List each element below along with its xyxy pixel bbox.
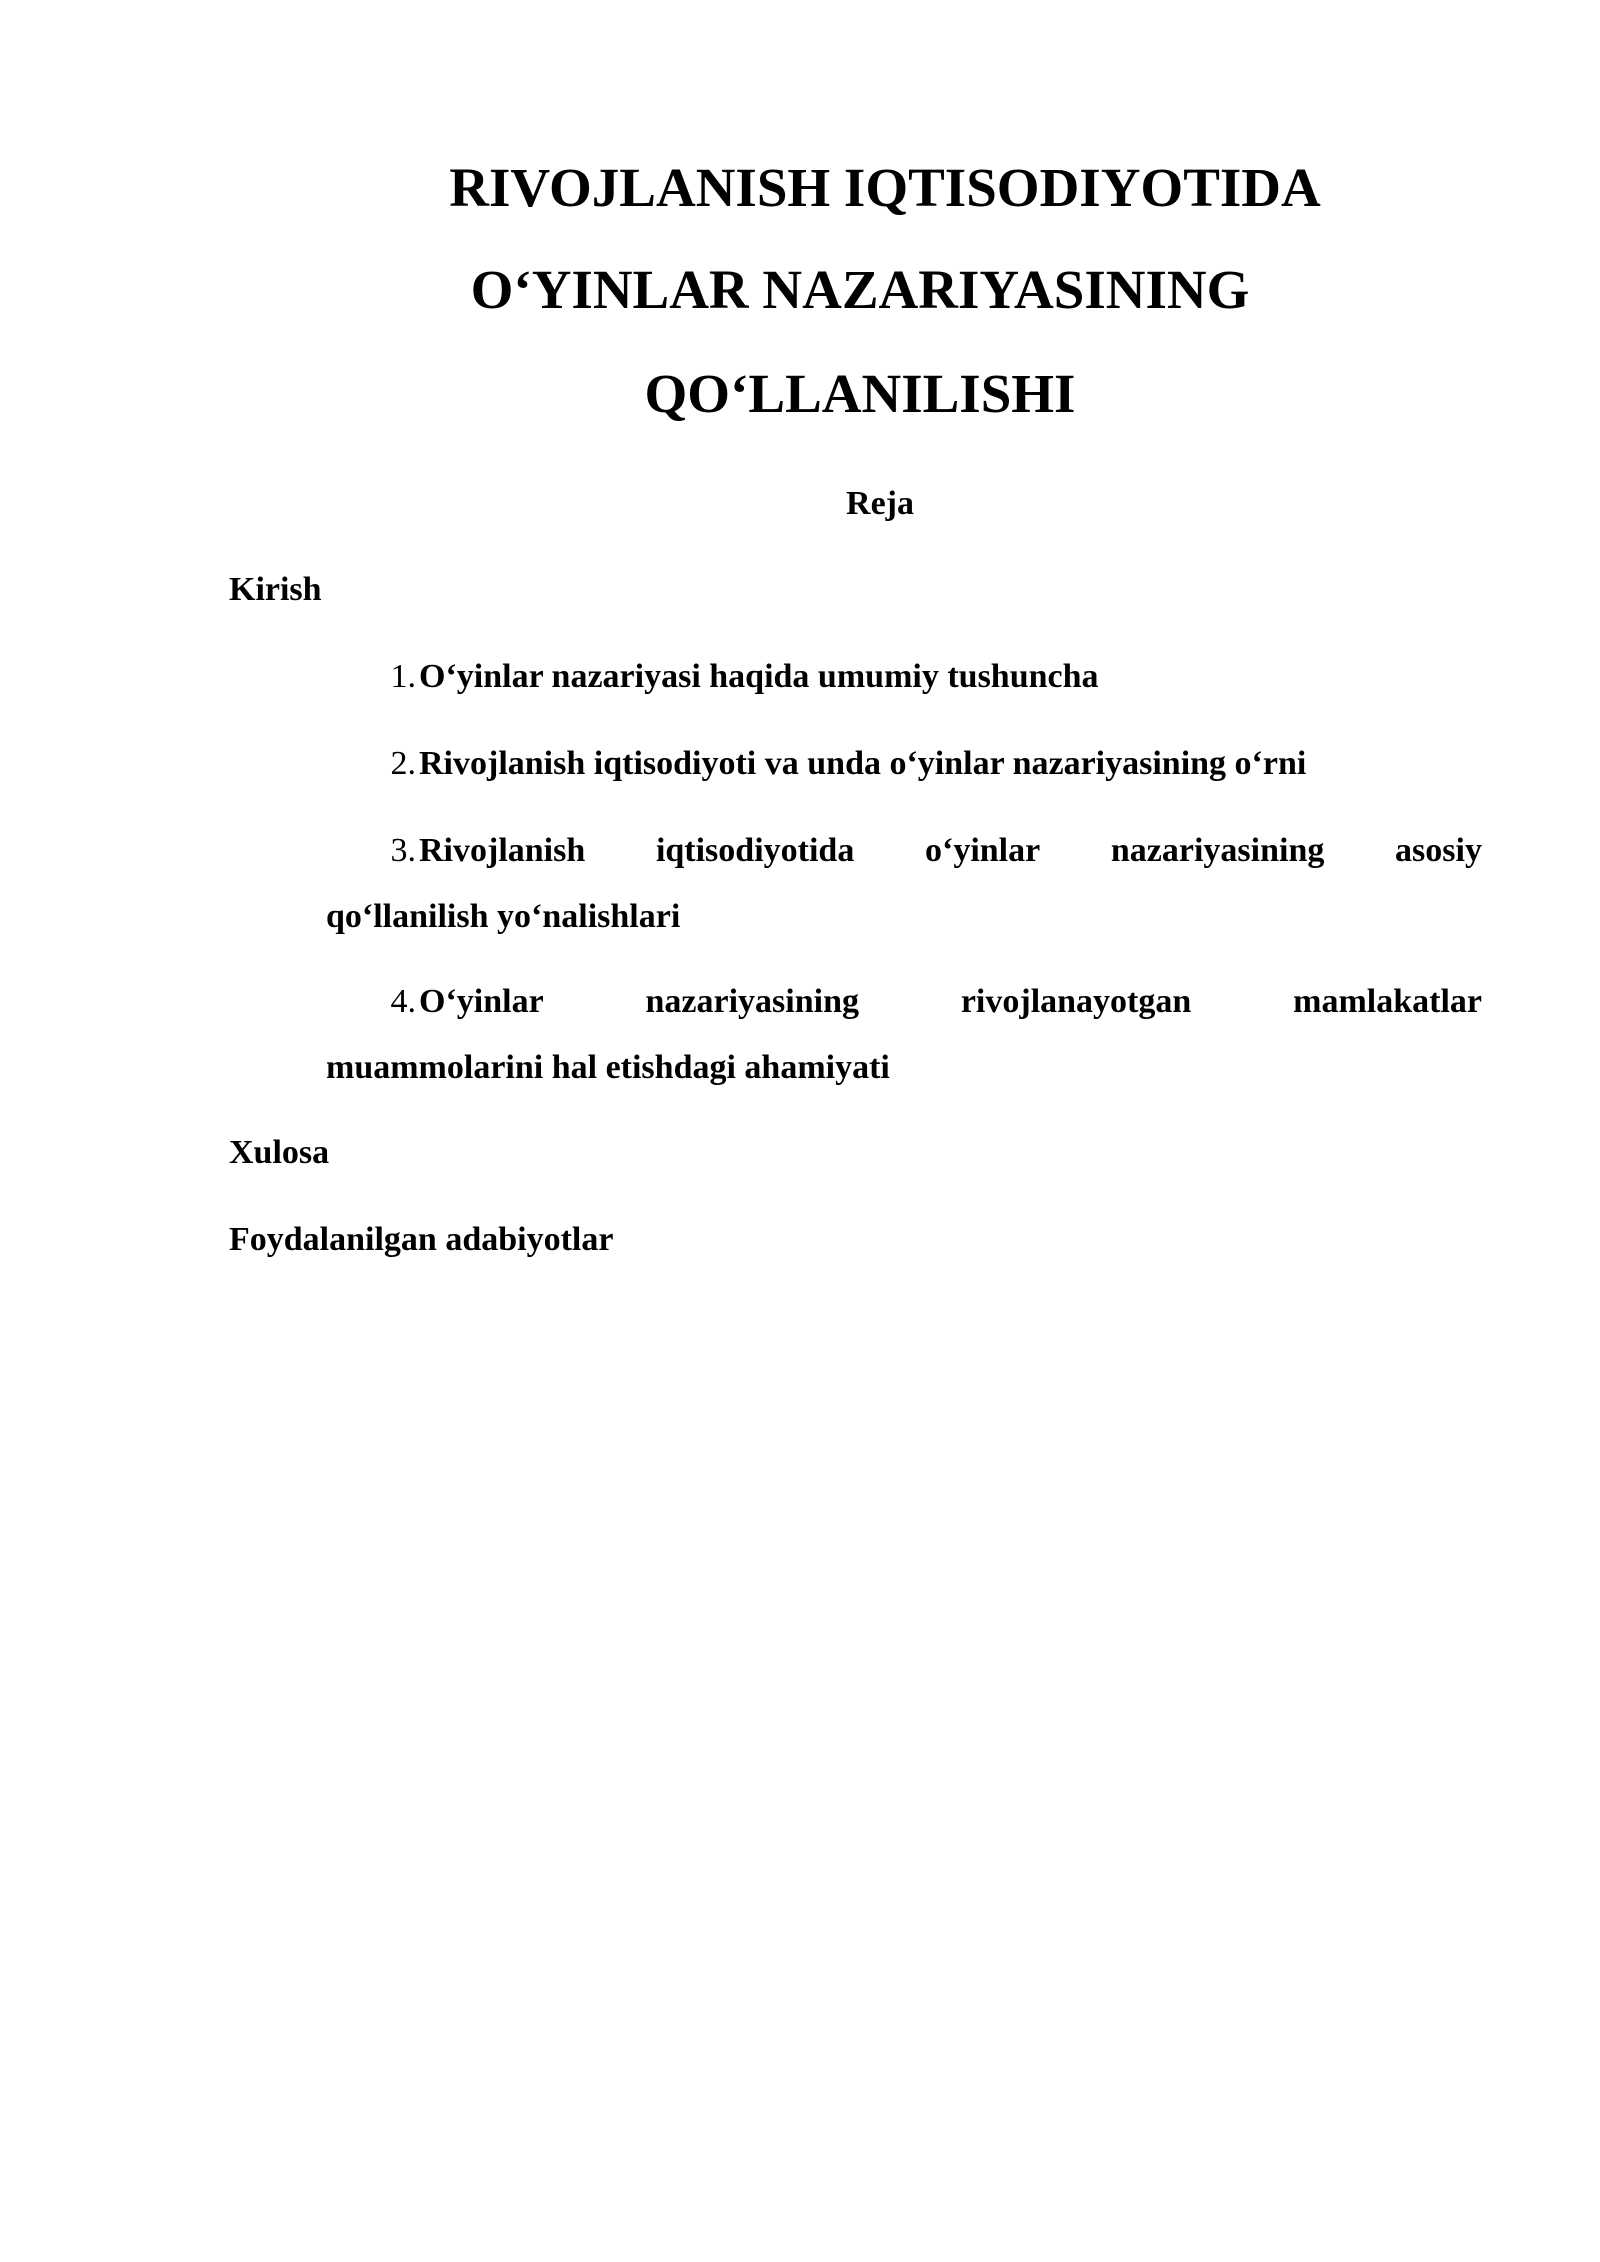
title-line-1: RIVOJLANISH IQTISODIYOTIDA: [449, 157, 1321, 218]
plan-item-label: O‘yinlar nazariyasi haqida umumiy tushuncha: [419, 658, 1099, 695]
plan-item-2: [326, 731, 1488, 797]
plan-item-3: [326, 818, 1488, 950]
plan-item-word: Rivojlanish: [419, 832, 586, 869]
plan-item-word: nazariyasining: [645, 983, 859, 1020]
plan-item-word: mamlakatlar: [1293, 983, 1482, 1020]
section-intro: Kirish: [229, 571, 322, 608]
section-references: Foydalanilgan adabiyotlar: [229, 1221, 614, 1258]
plan-item-word: rivojlanayotgan: [960, 983, 1192, 1020]
plan-item-text-line-1: [419, 969, 1482, 1035]
plan-item-4: [326, 969, 1488, 1101]
plan-item-text: [419, 731, 1482, 797]
title-line-2: O‘YINLAR NAZARIYASINING: [470, 259, 1250, 320]
plan-heading: Reja: [846, 485, 914, 522]
plan-item-number: 1.: [390, 658, 416, 695]
plan-item-text-line-2: qo‘llanilish yo‘nalishlari: [326, 898, 681, 935]
plan-item-word: O‘yinlar: [419, 983, 544, 1020]
plan-item-number: 3.: [390, 832, 416, 869]
plan-item-word: asosiy: [1395, 832, 1482, 869]
plan-item-word: iqtisodiyotida: [655, 832, 855, 869]
plan-item-number: 2.: [390, 745, 416, 782]
plan-item-word: o‘yinlar: [925, 832, 1041, 869]
plan-item-text: [419, 644, 1482, 710]
title-line-3: QO‘LLANILISHI: [644, 363, 1076, 424]
plan-item-text-line-1: [419, 818, 1482, 884]
plan-item-label: Rivojlanish iqtisodiyoti va unda o‘yinlar nazariyasining o‘rni: [419, 745, 1307, 782]
section-conclusion: Xulosa: [229, 1134, 330, 1171]
plan-item-word: nazariyasining: [1110, 832, 1325, 869]
plan-item-text-line-2: muammolarini hal etishdagi ahamiyati: [326, 1049, 890, 1086]
plan-item-1: [326, 644, 1488, 710]
plan-item-number: 4.: [390, 983, 416, 1020]
